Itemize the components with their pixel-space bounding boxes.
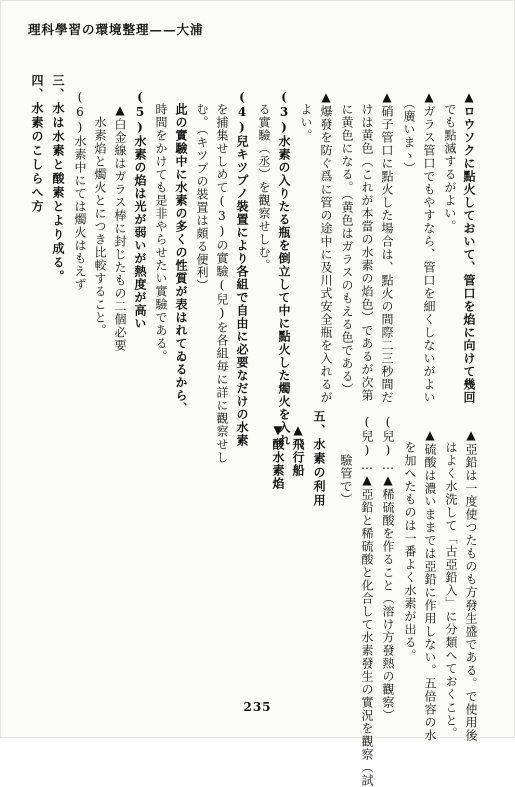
running-head: 理科學習の環境整理——大浦: [28, 22, 204, 37]
text-column: を加へたものは一番よく水素が出る。: [403, 428, 417, 662]
text-column: 驗管で）: [339, 415, 353, 506]
text-column: (4)兒キツプノ裝置により各組で自由に必要なだけの水素: [235, 90, 249, 447]
text-column: (兒)…▲稀硫酸を作ること（溶け方發熱の觀察）: [381, 415, 395, 722]
text-column: でも點滅するがよい。: [443, 90, 457, 233]
text-column: 此の實驗中に水素の多くの性質が表はれてゐるから、: [174, 90, 188, 415]
text-column: ▲亞鉛は一度使つたものも方發生盛である。で使用後: [464, 428, 478, 742]
text-column: ▲飛行船: [291, 410, 305, 477]
text-column: ▲硫酸は濃いままでは亞鉛に作用しない。五倍容の水: [423, 428, 437, 742]
section-heading: 三、水は水素と酸素とより成る。: [51, 74, 65, 284]
text-column: ▲ロウソクに點火しておいて、管口を焰に向けて幾回: [462, 90, 476, 404]
page-number: 235: [243, 700, 272, 714]
text-column: (6)水素中にては燭火はもえず: [73, 90, 87, 291]
text-column: ▲爆發を防ぐ爲に管の途中に及川式安全瓶を入れるが: [319, 90, 333, 404]
section-heading: 四、水素のこしらへ方: [30, 74, 44, 214]
text-column: に黄色になる。（黄色はガラスのもえる色である）: [340, 90, 354, 396]
text-column: を捕集せしめて(3)の實驗(兒)を各組毎に詳に觀察せし: [215, 90, 229, 464]
text-column: 水素焰と燭火とにつき比較すること。: [93, 90, 107, 337]
text-column: ▼酸水素焰: [271, 410, 285, 490]
text-column: ▲白金線はガラス棒に封じたもの二個必要: [113, 90, 127, 352]
text-column: 時間をかけても是非やらせたい實驗である。: [154, 90, 168, 363]
text-column: (兒)…▲亞鉛と稀硫酸と化合して水素發生の實況を觀察（試: [360, 415, 374, 787]
text-column: (5)水素の焰は光が弱いが熱度が高い: [133, 90, 147, 330]
text-column: む。（キツプの裝置は頗る便利）: [195, 90, 209, 292]
text-column: よい。: [299, 90, 313, 142]
text-column: (3)水素の入りたる瓶を倒立して中に點火した燭火を入れ: [277, 90, 291, 447]
text-column: （廣いまゝ）: [402, 90, 416, 175]
text-column: けは黄色（これが本當の水素の焰色）であるが次第: [360, 90, 374, 402]
section-heading: 五、水素の利用: [312, 410, 326, 508]
text-column: ▲硝子管口に點火した場合は、點火の間際二三秒間だ: [380, 90, 394, 404]
text-column: はよく水洗して「古亞鉛入」に分類へておくこと。: [444, 428, 458, 740]
text-column: ▲ガラス管口でもやすなら、管口を細くしないがよい: [422, 90, 436, 404]
text-column: る實驗（丞）を觀察せしむ。: [257, 90, 271, 272]
